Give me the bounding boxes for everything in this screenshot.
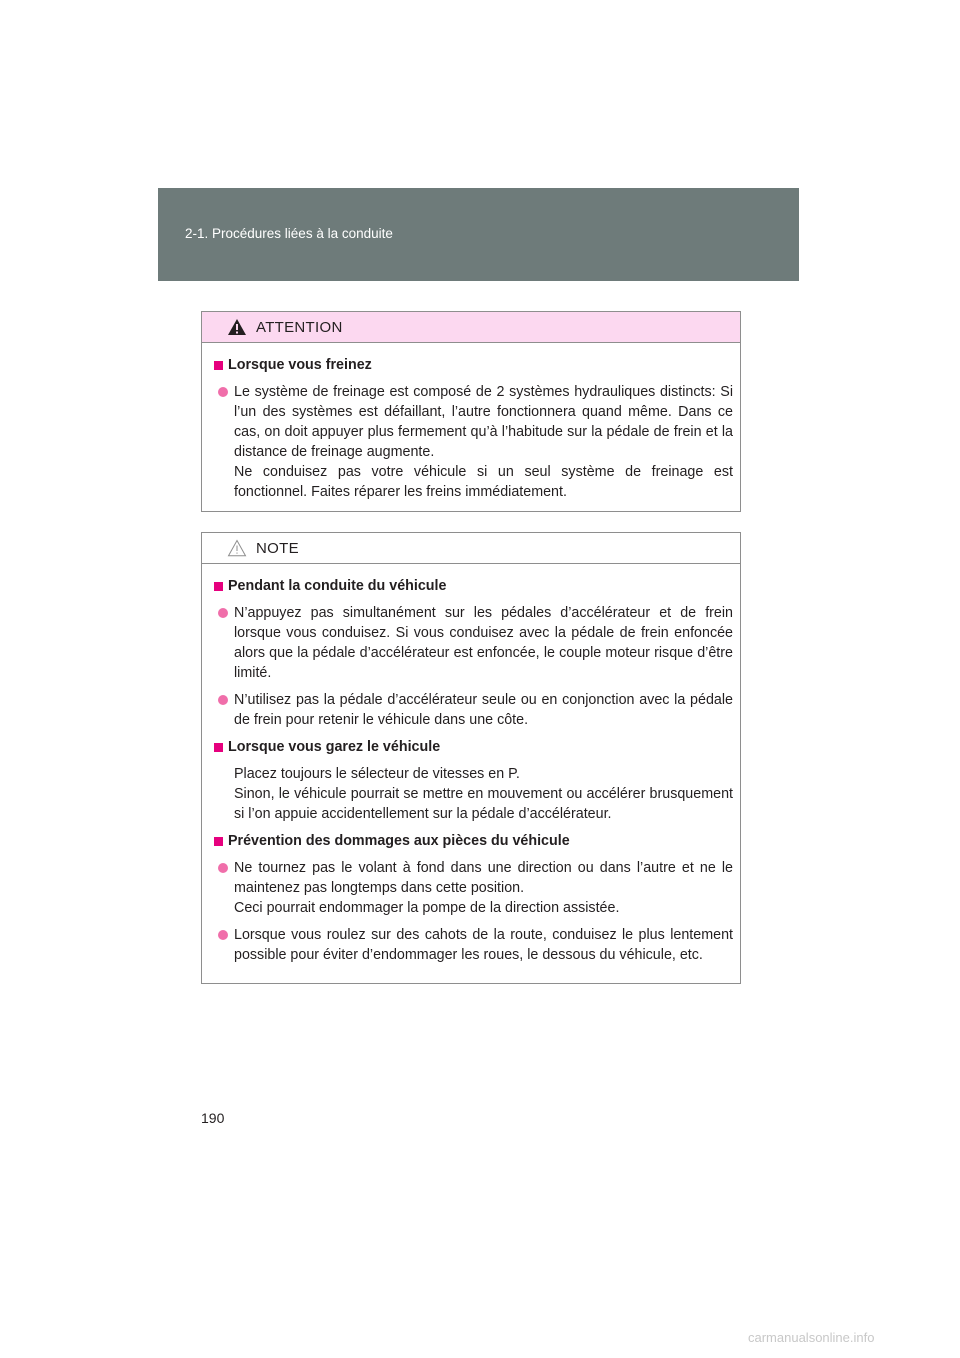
paragraph: Placez toujours le sélecteur de vitesses en P. [234, 766, 520, 782]
note-heading-1 [214, 576, 733, 596]
note-header [202, 533, 740, 564]
note-heading-3 [214, 831, 733, 851]
attention-header [202, 312, 740, 343]
paragraph: Ceci pourrait endommager la pompe de la direction assistée. [234, 900, 620, 916]
dot-bullet-icon [218, 695, 228, 705]
dot-bullet-icon [218, 863, 228, 873]
paragraph: Sinon, le véhicule pourrait se mettre en mouvement ou accélérer brusquement si l’on appuie accidentellement sur la pédale d’accélérateur. [234, 786, 733, 822]
heading-text: Pendant la conduite du véhicule [228, 578, 447, 594]
paragraph: N’utilisez pas la pédale d’accélérateur seule ou en conjonction avec la pédale de frein pour retenir le véhicule dans une côte. [234, 692, 733, 728]
dot-bullet-icon [218, 930, 228, 940]
warning-icon [227, 318, 247, 336]
square-bullet-icon [214, 743, 223, 752]
paragraph: Ne conduisez pas votre véhicule si un seul système de freinage est fonctionnel. Faites réparer les freins immédiatement. [234, 464, 733, 500]
paragraph: Le système de freinage est composé de 2 systèmes hydrauliques distincts: Si l’un des systèmes est défaillant, l’autre fonctionnera quand même. Dans ce cas, on doit appuyer plus fermement qu’à l’habitude sur la pédale de frein et la distance de freinage augmente. [234, 384, 733, 460]
dot-bullet-icon [218, 387, 228, 397]
square-bullet-icon [214, 837, 223, 846]
heading-text: Lorsque vous garez le véhicule [228, 739, 441, 755]
note-heading-2 [214, 737, 733, 757]
square-bullet-icon [214, 361, 223, 370]
note-box [201, 532, 741, 984]
section-title: 2-1. Procédures liées à la conduite [185, 226, 393, 241]
note-label: NOTE [256, 540, 299, 557]
attention-body [202, 343, 740, 502]
list-item [214, 690, 733, 730]
paragraph: Ne tournez pas le volant à fond dans une direction ou dans l’autre et ne le maintenez pas longtemps dans cette position. [234, 860, 733, 896]
square-bullet-icon [214, 582, 223, 591]
watermark-text: carmanualsonline.info [748, 1330, 875, 1345]
attention-heading [214, 355, 733, 375]
list-item [214, 603, 733, 683]
list-item [214, 858, 733, 918]
watermark-logo [748, 1330, 948, 1346]
list-item [214, 382, 733, 502]
note-body [202, 564, 740, 965]
paragraph: N’appuyez pas simultanément sur les pédales d’accélérateur et de frein lorsque vous conduisez. Si vous conduisez avec la pédale de frein enfoncée alors que la pédale d’accélérateur est enfoncée, le couple moteur risque d’être limité. [234, 605, 733, 681]
paragraph: Lorsque vous roulez sur des cahots de la route, conduisez le plus lentement possible pour éviter d’endommager les roues, le dessous du véhicule, etc. [234, 927, 733, 963]
paragraph-group [214, 764, 733, 824]
attention-box [201, 311, 741, 512]
attention-label: ATTENTION [256, 319, 343, 336]
warning-outline-icon [227, 539, 247, 557]
list-item [214, 925, 733, 965]
header-band [158, 188, 799, 281]
heading-text: Lorsque vous freinez [228, 357, 372, 373]
heading-text: Prévention des dommages aux pièces du véhicule [228, 833, 570, 849]
dot-bullet-icon [218, 608, 228, 618]
page-number: 190 [201, 1110, 225, 1126]
